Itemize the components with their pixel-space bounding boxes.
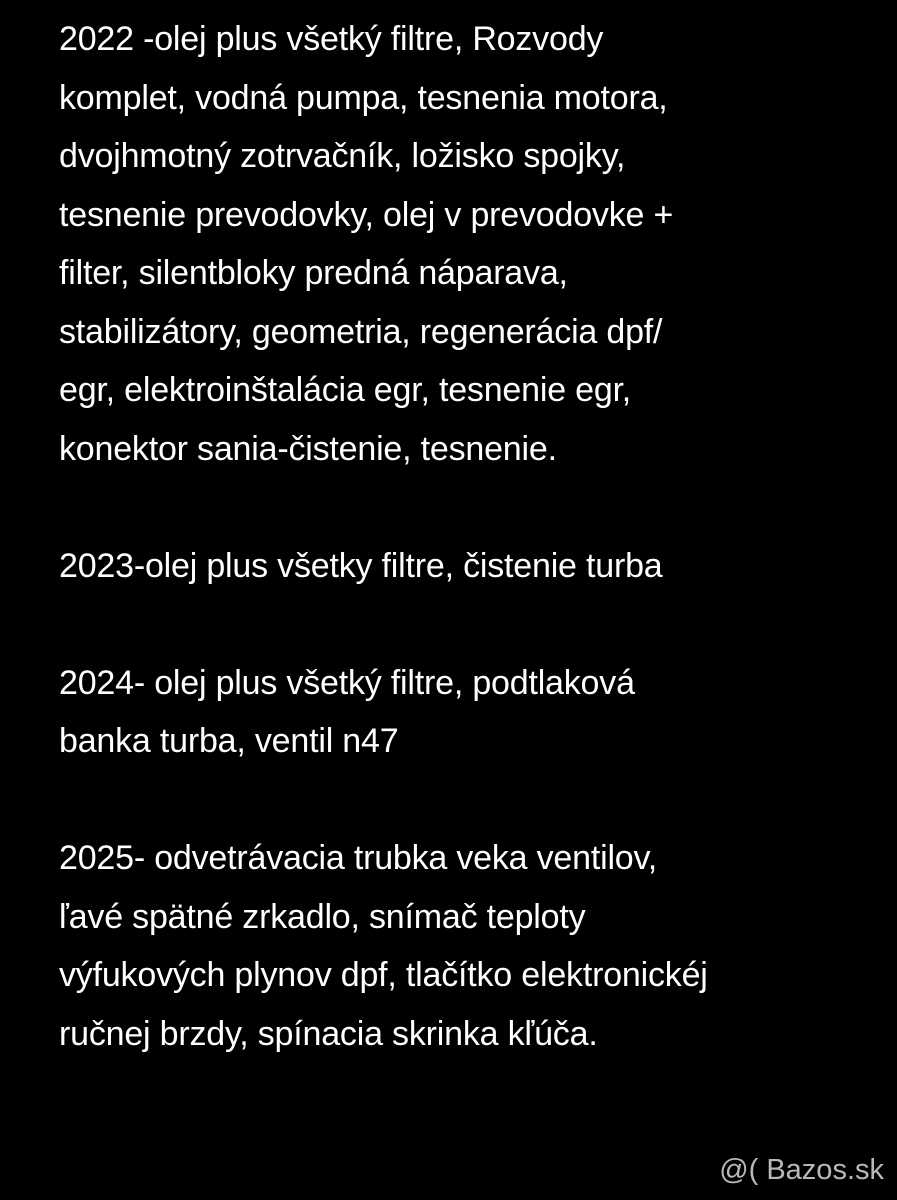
note-line: dvojhmotný zotrvačník, ložisko spojky,: [59, 137, 626, 175]
paragraph-gap: [59, 595, 859, 654]
note-line: stabilizátory, geometria, regenerácia dpf/: [59, 312, 663, 351]
note-line: komplet, vodná pumpa, tesnenia motora,: [59, 78, 668, 117]
note-line: ľavé spätné zrkadlo, snímač teploty: [59, 897, 586, 936]
note-line: 2025- odvetrávacia trubka veka ventilov,: [59, 839, 658, 877]
note-line: ručnej brzdy, spínacia skrinka kľúča.: [59, 1014, 598, 1053]
note-line: konektor sania-čistenie, tesnenie.: [59, 429, 557, 468]
note-line: 2022 -olej plus všetký filtre, Rozvody: [59, 20, 604, 58]
paragraph-gap: [59, 478, 859, 537]
note-line: 2024- olej plus všetký filtre, podtlaková: [59, 663, 635, 702]
note-line: výfukových plynov dpf, tlačítko elektronickéj: [59, 956, 708, 994]
note-line: egr, elektroinštalácia egr, tesnenie egr,: [59, 371, 632, 409]
entry-2023: [59, 537, 859, 596]
note-line: tesnenie prevodovky, olej v prevodovke +: [59, 195, 674, 234]
watermark: @( Bazos.sk: [719, 1154, 884, 1186]
service-history-note: [59, 10, 859, 1063]
entry-2022: [59, 10, 859, 478]
note-line: 2023-olej plus všetky filtre, čistenie turba: [59, 546, 663, 585]
entry-2025: [59, 829, 859, 1063]
note-line: filter, silentbloky predná náparava,: [59, 254, 568, 292]
paragraph-gap: [59, 771, 859, 830]
note-line: banka turba, ventil n47: [59, 722, 399, 760]
entry-2024: [59, 654, 859, 771]
